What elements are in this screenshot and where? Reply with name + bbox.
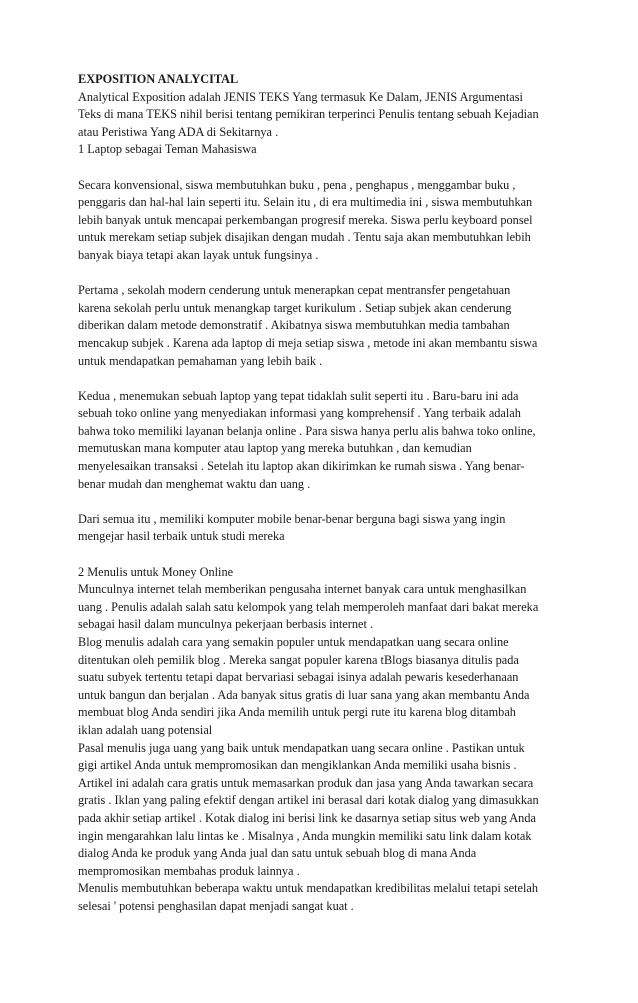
section-heading: 1 Laptop sebagai Teman Mahasiswa bbox=[78, 142, 257, 157]
paragraph-gap bbox=[78, 493, 566, 511]
paragraph bbox=[78, 282, 566, 370]
text-line: Pasal menulis juga uang yang baik untuk mendapatkan uang secara online . Pastikan untuk bbox=[78, 740, 525, 755]
text-line: iklan adalah uang potensial bbox=[78, 722, 213, 737]
paragraph-gap bbox=[78, 546, 566, 564]
text-line: benar mudah dan menghemat waktu dan uang . bbox=[78, 476, 311, 491]
text-line: mengejar hasil terbaik untuk studi mereka bbox=[78, 529, 285, 544]
text-line: mempromosikan membahas produk lainnya . bbox=[78, 863, 300, 878]
text-line: bahwa toko memiliki layanan belanja online . Para siswa hanya perlu alis bahwa toko online, bbox=[78, 423, 536, 438]
paragraph-gap bbox=[78, 370, 566, 388]
text-line: sebuah toko online yang menyediakan informasi yang komprehensif . Yang terbaik adalah bbox=[78, 406, 521, 421]
text-line: suatu subyek tertentu tetapi dapat bervariasi sebagai isinya adalah pewaris kesederhanaan bbox=[78, 670, 519, 685]
document-page bbox=[78, 71, 566, 916]
text-line: Munculnya internet telah memberikan pengusaha internet banyak cara untuk menghasilkan bbox=[78, 582, 527, 597]
paragraph bbox=[78, 388, 566, 494]
text-line: selesai ' potensi penghasilan dapat menjadi sangat kuat . bbox=[78, 898, 354, 913]
paragraph-gap bbox=[78, 265, 566, 283]
intro-section bbox=[78, 89, 566, 159]
text-line: untuk bangun dan berjalan . Ada banyak situs gratis di luar sana yang akan membantu Anda bbox=[78, 687, 530, 702]
text-line: Pertama , sekolah modern cenderung untuk menerapkan cepat mentransfer pengetahuan bbox=[78, 283, 511, 298]
text-line: menyelesaikan transaksi . Setelah itu laptop akan dikirimkan ke rumah siswa . Yang benar- bbox=[78, 459, 525, 474]
text-line: pada akhir setiap artikel . Kotak dialog ini berisi link ke dasarnya setiap situs web yang Anda bbox=[78, 810, 536, 825]
text-line: dialog Anda ke produk yang Anda jual dan satu untuk sebuah blog di mana Anda bbox=[78, 846, 477, 861]
text-line: Kedua , menemukan sebuah laptop yang tepat tidaklah sulit seperti itu . Baru-baru ini ada bbox=[78, 388, 519, 403]
text-line: membuat blog Anda sendiri jika Anda memilih untuk pergi rute itu karena blog ditambah bbox=[78, 705, 516, 720]
text-line: uang . Penulis adalah salah satu kelompok yang telah memperoleh manfaat dari bakat mereka bbox=[78, 599, 539, 614]
document-title: EXPOSITION ANALYCITAL bbox=[78, 72, 239, 86]
paragraph-gap bbox=[78, 159, 566, 177]
text-line: atau Peristiwa Yang ADA di Sekitarnya . bbox=[78, 124, 279, 139]
text-line: mencakup subjek . Karena ada laptop di meja setiap siswa , metode ini akan membantu siswa bbox=[78, 335, 538, 350]
text-line: Blog menulis adalah cara yang semakin populer untuk mendapatkan uang secara online bbox=[78, 635, 509, 649]
text-line: Teks di mana TEKS nihil berisi tentang pemikiran terperinci Penulis tentang sebuah Kejadian bbox=[78, 107, 539, 122]
text-line: Artikel ini adalah cara gratis untuk memasarkan produk dan jasa yang Anda tawarkan secara bbox=[78, 775, 534, 790]
text-line: untuk merekam setiap subjek disajikan dengan mudah . Tentu saja akan membutuhkan lebih bbox=[78, 230, 531, 245]
text-line: ingin mengarahkan lalu lintas ke . Misalnya , Anda mungkin memiliki satu link dalam kotak bbox=[78, 828, 532, 843]
text-line: Dari semua itu , memiliki komputer mobile benar-benar berguna bagi siswa yang ingin bbox=[78, 511, 506, 526]
text-line: ditentukan oleh pemilik blog . Mereka sangat populer karena tBlogs biasanya ditulis pada bbox=[78, 652, 519, 667]
paragraph bbox=[78, 511, 566, 546]
text-line: untuk mendapatkan pemahaman yang lebih baik . bbox=[78, 353, 323, 368]
text-line: Menulis membutuhkan beberapa waktu untuk mendapatkan kredibilitas melalui tetapi setelah bbox=[78, 881, 538, 896]
text-line: penggaris dan hal-hal lain seperti itu. Selain itu , di era multimedia ini , siswa membutuhkan bbox=[78, 195, 533, 210]
text-line: Analytical Exposition adalah JENIS TEKS Yang termasuk Ke Dalam, JENIS Argumentasi bbox=[78, 89, 523, 104]
text-line: gratis . Iklan yang paling efektif dengan artikel ini berasal dari kotak dialog yang dimasukkan bbox=[78, 793, 539, 808]
text-line: Secara konvensional, siswa membutuhkan buku , pena , penghapus , menggambar buku , bbox=[78, 177, 516, 192]
paragraph bbox=[78, 177, 566, 265]
text-line: memutuskan mana komputer atau laptop yang mereka butuhkan , dan kemudian bbox=[78, 441, 472, 456]
text-line: banyak biaya tetapi akan layak untuk fungsinya . bbox=[78, 247, 319, 262]
text-line: karena sekolah perlu untuk menangkap target kurikulum . Setiap subjek akan cenderung bbox=[78, 300, 512, 315]
text-line: lebih banyak untuk mencapai perkembangan progresif mereka. Siswa perlu keyboard ponsel bbox=[78, 212, 533, 227]
text-line: gigi artikel Anda untuk mempromosikan dan mengiklankan Anda memiliki usaha bisnis . bbox=[78, 758, 517, 773]
text-line: sebagai hasil dalam munculnya pekerjaan berbasis internet . bbox=[78, 617, 374, 632]
section-heading: 2 Menulis untuk Money Online bbox=[78, 564, 234, 579]
text-line: diberikan dalam metode demonstratif . Akibatnya siswa membutuhkan media tambahan bbox=[78, 318, 510, 333]
section-2 bbox=[78, 564, 566, 916]
